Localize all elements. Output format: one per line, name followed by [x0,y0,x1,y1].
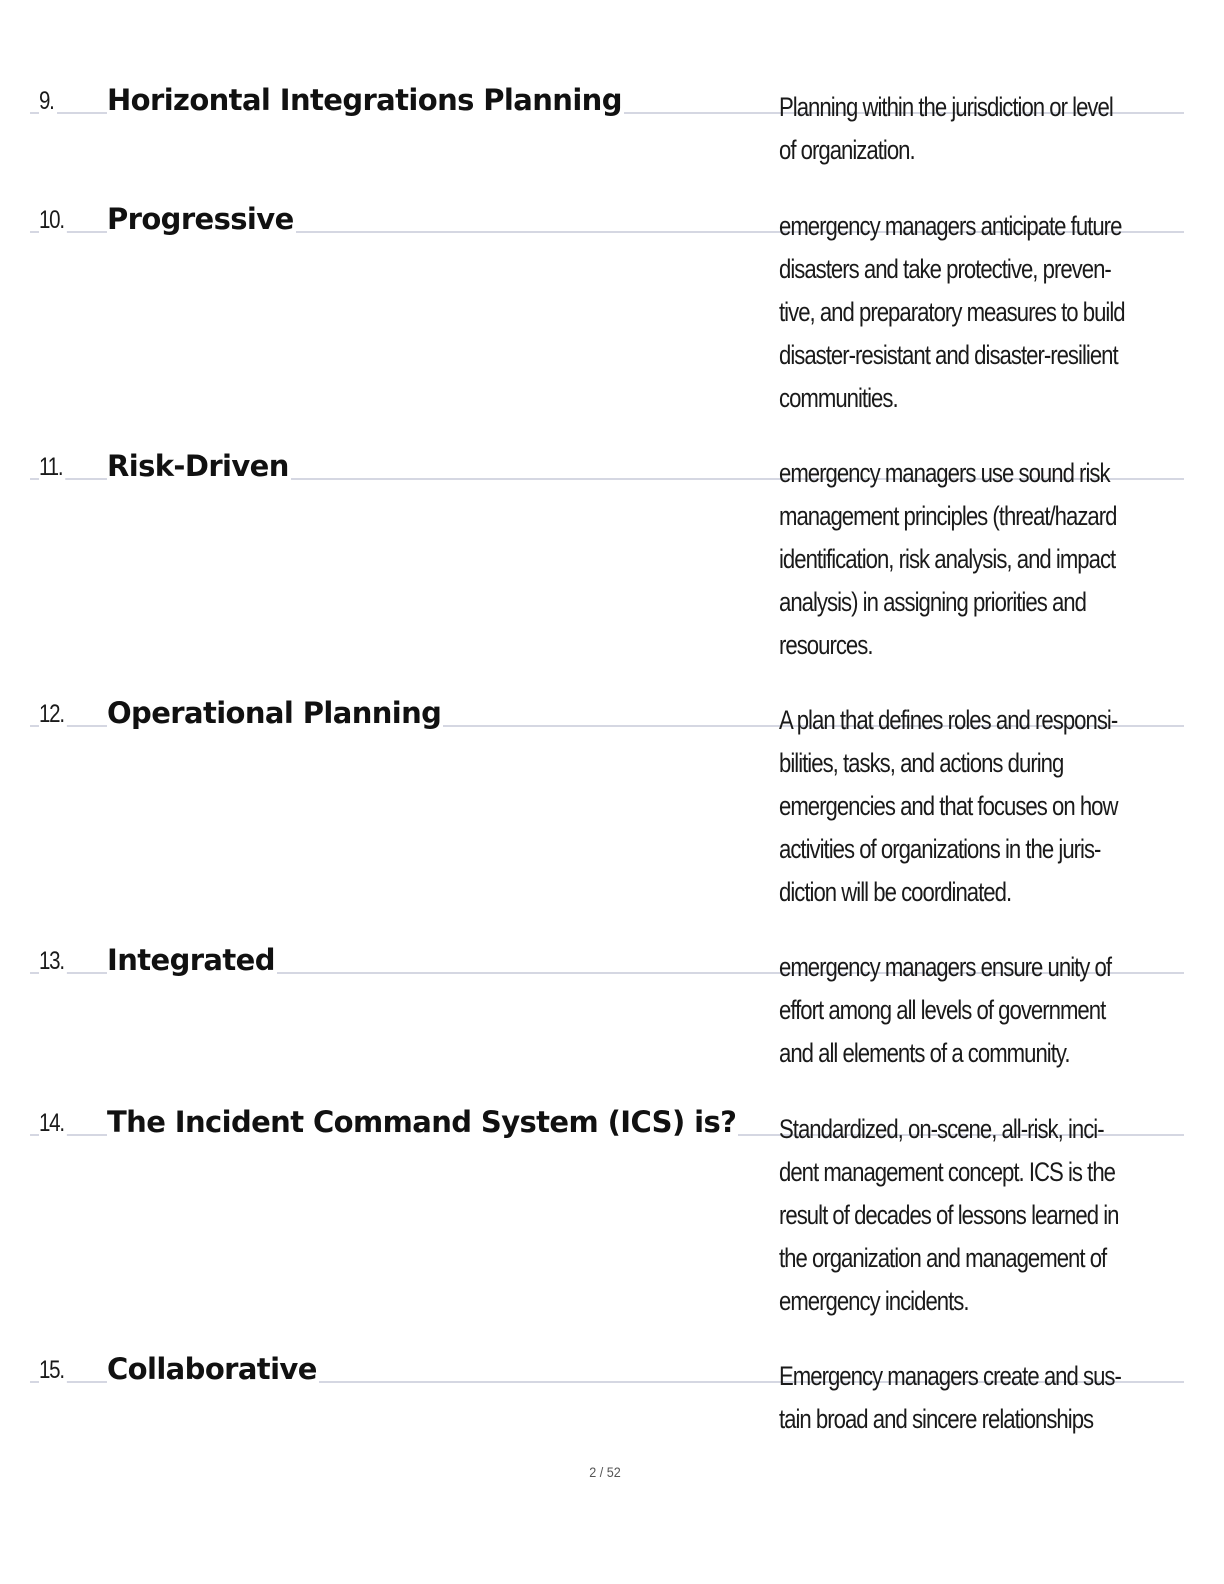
item-number: 12. [39,700,67,729]
term-text: Operational Planning [107,696,442,730]
definition-text: A plan that defines roles and responsi- bilities, tasks, and actions during emergencies and that focuses on how activities of organizations in the juris- diction will be coordinated. [779,705,1118,907]
definition-text: emergency managers use sound risk management principles (threat/hazard identification, risk analysis, and impact analysis) in assigning priorities and resources. [779,458,1117,660]
item-number: 13. [39,947,67,976]
term-text: Risk-Driven [107,449,289,483]
definition-text: Standardized, on-scene, all-risk, inci- dent management concept. ICS is the result of decades of lessons learned in the organization and management of emergency incidents. [779,1114,1119,1316]
definition-text: Emergency managers create and sus- tain broad and sincere relationships [779,1361,1121,1434]
item-number: 14. [39,1109,67,1138]
item-number: 9. [39,87,57,116]
item-number: 10. [39,206,67,235]
term-text: Horizontal Integrations Planning [107,83,622,117]
term-text: Collaborative [107,1352,317,1386]
definition-text: emergency managers anticipate future disasters and take protective, preven- tive, and preparatory measures to build disaster-resistant and disaster-resilient communities. [779,211,1125,413]
page-indicator: 2 / 52 [589,1464,621,1480]
definition-text: emergency managers ensure unity of effort among all levels of government and all elements of a community. [779,952,1112,1068]
item-number: 15. [39,1356,67,1385]
definition-text: Planning within the jurisdiction or level of organization. [779,92,1113,165]
term-text: Integrated [107,943,275,977]
item-number: 11. [39,453,66,482]
term-text: The Incident Command System (ICS) is? [107,1105,737,1139]
term-text: Progressive [107,202,294,236]
